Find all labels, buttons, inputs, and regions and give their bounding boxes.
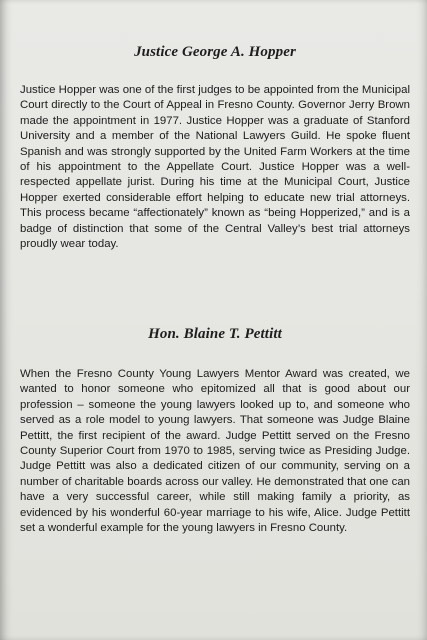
section-pettitt xyxy=(20,326,410,536)
section-body: When the Fresno County Young Lawyers Mentor Award was created, we wanted to honor someone who epitomized all that is good about our profession – someone the young lawyers looked up to, and someone who served as a role model to young lawyers. That someone was Judge Blaine Pettitt, the first recipient of the award. Judge Pettitt served on the Fresno County Superior Court from 1970 to 1985, serving twice as Presiding Judge. Judge Pettitt was also a dedicated citizen of our community, serving on a number of charitable boards across our valley. He demonstrated that one can have a very successful career, while still making family a priority, as evidenced by his wonderful 60-year marriage to his wife, Alice. Judge Pettitt set a wonderful example for the young lawyers in Fresno County. xyxy=(20,368,410,535)
section-hopper xyxy=(20,44,410,252)
section-body: Justice Hopper was one of the first judges to be appointed from the Municipal Court directly to the Court of Appeal in Fresno County. Governor Jerry Brown made the appointment in 1977. Justice Hopper was a graduate of Stanford University and a member of the National Lawyers Guild. He spoke fluent Spanish and was strongly supported by the United Farm Workers at the time of his appointment to the Appellate Court. Justice Hopper was a well-respected appellate jurist. During his time at the Municipal Court, Justice Hopper exerted considerable effort helping to educate new trial attorneys. This process became “affectionately” known as “being Hopperized,” and is a badge of distinction that some of the Central Valley’s best trial attorneys proudly wear today. xyxy=(20,84,410,251)
section-heading: Hon. Blaine T. Pettitt xyxy=(148,326,282,342)
section-heading: Justice George A. Hopper xyxy=(134,44,296,60)
